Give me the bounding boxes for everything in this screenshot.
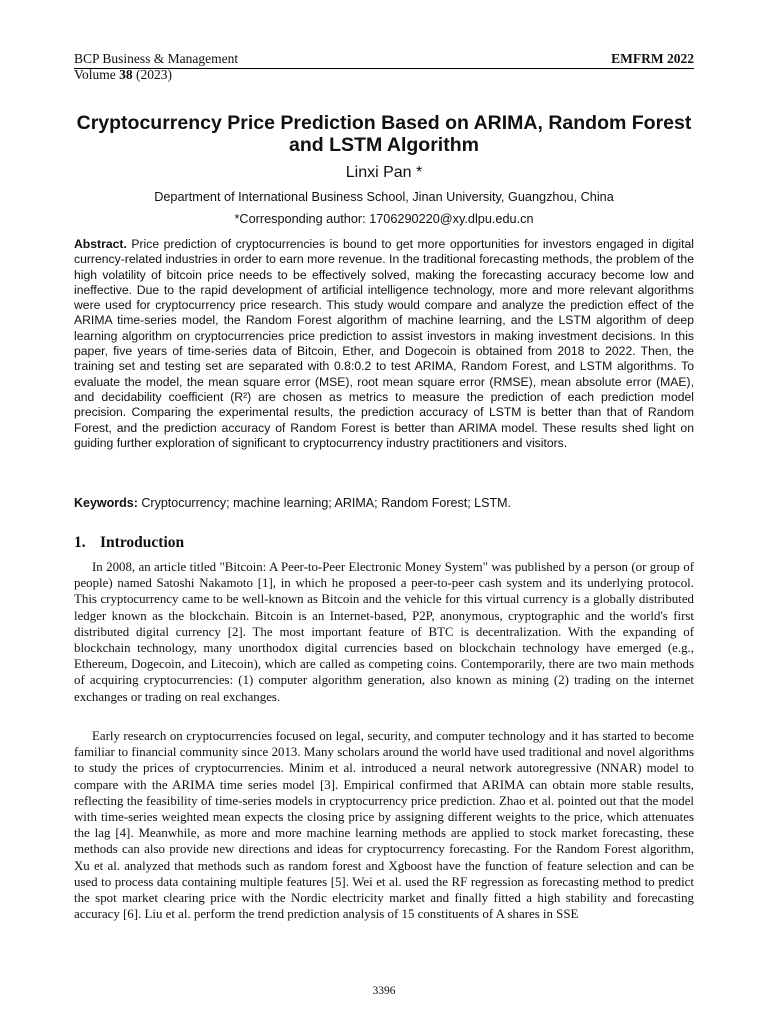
section-heading [74, 534, 184, 552]
body-paragraph: Early research on cryptocurrencies focused on legal, security, and computer technology and it has started to become familiar to financial community since 2013. Many scholars around the world have used traditional and novel algorithms to study the prices of cryptocurrencies. Minim et al. introduced a neural network autoregressive (NNAR) model to compare with the ARIMA time series model [3]. Empirical confirmed that ARIMA can obtain more stable results, reflecting the feasibility of time-series models in cryptocurrency price prediction. Zhao et al. pointed out that the model with time-series weighted mean expects the closing price by assigning different weights to the price, which attenuates the lag [4]. Meanwhile, as more and more machine learning methods are applied to stock market forecasting, these methods can also provide new directions and ideas for cryptocurrency forecasting. For the Random Forest algorithm, Xu et al. analyzed that methods such as random forest and Xgboost have the function of feature selection and can be used to process data containing multiple features [5]. Wei et al. used the RF regression as forecasting method to predict the spot market clearing price with the Nordic electricity market and finally fitted a high stability and forecasting accuracy [6]. Liu et al. perform the trend prediction analysis of 15 constituents of A shares in SSE [74, 729, 694, 922]
section-title: Introduction [100, 534, 185, 551]
keywords-text: Cryptocurrency; machine learning; ARIMA; Random Forest; LSTM. [141, 496, 511, 510]
running-header-left [74, 51, 238, 83]
conference-name: EMFRM 2022 [611, 51, 694, 66]
abstract [74, 237, 694, 451]
volume-info: Volume 38 (2023) [74, 67, 173, 82]
header-divider [74, 68, 694, 69]
volume-number: 38 [119, 67, 133, 82]
author-affiliation: Department of International Business School, Jinan University, Guangzhou, China [154, 190, 614, 204]
paper-title: Cryptocurrency Price Prediction Based on ARIMA, Random Forest and LSTM Algorithm [76, 112, 692, 156]
section-number: 1. [74, 534, 86, 551]
page-number: 3396 [372, 985, 396, 997]
corresponding-author: *Corresponding author: 1706290220@xy.dlpu.edu.cn [234, 212, 534, 226]
author-name: Linxi Pan * [345, 164, 423, 181]
abstract-label: Abstract. [74, 237, 127, 251]
keywords-label: Keywords: [74, 496, 138, 510]
abstract-text: Price prediction of cryptocurrencies is bound to get more opportunities for investors engaged in digital currency-related industries in order to earn more revenue. In the traditional forecasting methods, the problem of the high volatility of bitcoin price needs to be effectively solved, making the forecasting accuracy become low and ineffective. Due to the rapid development of artificial intelligence technology, more and more relevant algorithms were used for cryptocurrency price research. This study would compare and analyze the prediction effect of the ARIMA time-series model, the Random Forest algorithm of machine learning, and the LSTM algorithm of deep learning algorithm on cryptocurrencies price prediction to assist investors in making investment decisions. In this paper, five years of time-series data of Bitcoin, Ether, and Dogecoin is obtained from 2018 to 2022. Then, the training set and testing set are separated with 0.8:0.2 to test ARIMA, Random Forest, and LSTM algorithms. To evaluate the model, the mean square error (MSE), root mean square error (RMSE), mean absolute error (MAE), and decidability coefficient (R²) are chosen as metrics to measure the prediction of each prediction model precision. Comparing the experimental results, the prediction accuracy of LSTM is better than that of Random Forest, and the prediction accuracy of Random Forest is better than ARIMA model. These results shed light on guiding further exploration of significant to cryptocurrency industry practitioners and visitors. [74, 237, 694, 450]
keywords [74, 496, 694, 511]
body-paragraph: In 2008, an article titled "Bitcoin: A Peer-to-Peer Electronic Money System" was published by a person (or group of people) named Satoshi Nakamoto [1], in which he proposed a peer-to-peer cash system and its underlying protocol. This cryptocurrency came to be well-known as Bitcoin and the vehicle for this virtual currency is a globally distributed ledger known as the blockchain. Bitcoin is an Internet-based, P2P, anonymous, cryptographic and the world's first distributed digital currency [2]. The most important feature of BTC is decentralization. With the expanding of blockchain technology, many unorthodox digital currencies based on blockchain technology have emerged (e.g., Ethereum, Dogecoin, and Litecoin), which are called as competing coins. Contemporarily, there are two main methods of acquiring cryptocurrencies: (1) computer algorithm generation, also known as mining (2) trading on the internet exchanges or trading on real exchanges. [74, 560, 694, 704]
journal-name: BCP Business & Management [74, 51, 239, 66]
